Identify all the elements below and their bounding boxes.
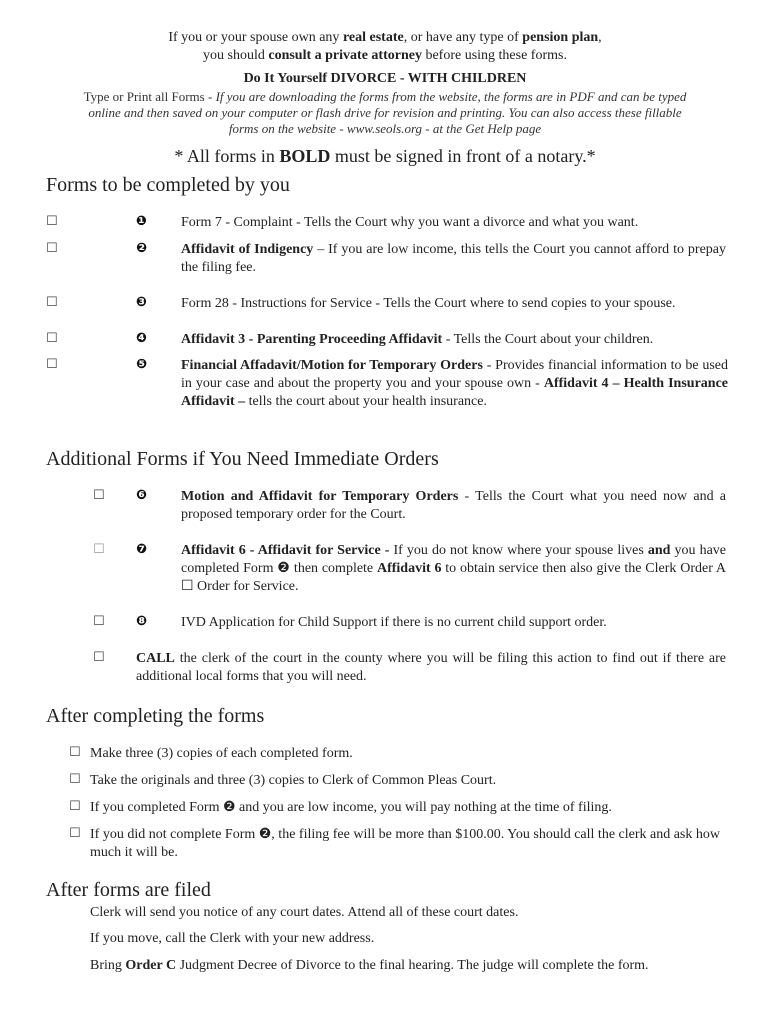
form-desc: tells the court about your health insurance.: [245, 394, 487, 409]
filed-line-2: If you move, call the Clerk with your new address.: [90, 931, 375, 946]
intro-consult-attorney: consult a private attorney: [268, 48, 422, 63]
intro-text: If you or your spouse own any: [168, 30, 343, 45]
page-title: Do It Yourself DIVORCE - WITH CHILDREN: [243, 71, 527, 86]
filed-text: Bring: [90, 958, 126, 973]
notary-text: must be signed in front of a notary.*: [330, 146, 596, 166]
intro-real-estate: real estate: [342, 30, 404, 45]
note-text: If you are downloading the forms from the website, the forms are in PDF and can be typed: [215, 89, 687, 104]
number-badge-1: ❶: [136, 214, 148, 229]
after-item-3: If you completed Form ❷ and you are low income, you will pay nothing at the time of filing.: [90, 800, 612, 815]
checkbox[interactable]: ☐: [93, 542, 105, 557]
intro-text: you should: [203, 48, 269, 63]
checkbox[interactable]: ☐: [93, 650, 105, 665]
number-badge-7: ❼: [136, 542, 148, 557]
form-title: Affidavit 4 – Health Insurance Affidavit –: [181, 376, 729, 409]
number-badge-6: ❻: [136, 488, 148, 503]
form-desc: If you do not know where your spouse lives: [389, 543, 648, 558]
filed-order-c: Order C: [125, 958, 177, 973]
form-item-4: [181, 331, 726, 349]
form-title: Affidavit 6 - Affidavit for Service -: [181, 543, 390, 558]
form-item-2: [181, 241, 726, 277]
section-heading-after-completing: After completing the forms: [46, 705, 265, 727]
notary-text: * All forms in: [174, 146, 280, 166]
form-title: Motion and Affidavit for Temporary Orders: [181, 489, 459, 504]
number-badge-4: ❹: [136, 331, 148, 346]
form-title: Affidavit 3 - Parenting Proceeding Affidavit: [181, 332, 443, 347]
checkbox[interactable]: ☐: [46, 295, 58, 310]
form-title: Affidavit 6: [376, 561, 442, 576]
checkbox[interactable]: ☐: [69, 826, 81, 841]
additional-item-7: [181, 542, 726, 596]
form-desc: - Provides financial information to be used in your case and about the property you and your spouse own -: [181, 358, 728, 391]
checkbox[interactable]: ☐: [93, 614, 105, 629]
intro-text: before using these forms.: [421, 48, 567, 63]
form-item-3: Form 28 - Instructions for Service - Tells the Court where to send copies to your spouse.: [181, 296, 676, 311]
form-emphasis: and: [647, 543, 671, 558]
checkbox[interactable]: ☐: [93, 488, 105, 503]
form-desc: you have completed Form ❷ then complete: [181, 543, 726, 576]
checkbox[interactable]: ☐: [46, 357, 58, 372]
section-heading-forms: Forms to be completed by you: [46, 174, 290, 196]
after-item-4: If you did not complete Form ❷, the filing fee will be more than $100.00. You should call the clerk and ask how much it will be.: [90, 827, 720, 860]
number-badge-3: ❸: [136, 295, 148, 310]
section-heading-after-filed: After forms are filed: [46, 879, 211, 901]
intro-line-1: [0, 29, 770, 46]
intro-text: , or have any type of: [403, 30, 523, 45]
note-line-3: forms on the website - www.seols.org - at the Get Help page: [228, 121, 542, 136]
checkbox[interactable]: ☐: [46, 241, 58, 256]
filed-line-1: Clerk will send you notice of any court dates. Attend all of these court dates.: [90, 905, 519, 920]
number-badge-5: ❺: [136, 357, 148, 372]
form-title: Financial Affadavit/Motion for Temporary Orders: [181, 358, 483, 373]
call-label: CALL: [136, 651, 175, 666]
checkbox[interactable]: ☐: [46, 331, 58, 346]
note-line-1: [0, 89, 770, 105]
checkbox[interactable]: ☐: [69, 772, 81, 787]
checkbox[interactable]: ☐: [69, 745, 81, 760]
form-title: Affidavit of Indigency: [181, 242, 314, 257]
additional-item-8: IVD Application for Child Support if there is no current child support order.: [181, 615, 607, 630]
intro-pension-plan: pension plan: [522, 30, 599, 45]
checkbox[interactable]: ☐: [69, 799, 81, 814]
note-line-2: online and then saved on your computer or flash drive for revision and printing. You can also access these fillable: [88, 105, 682, 120]
additional-item-6: [181, 488, 726, 524]
notary-bold: BOLD: [279, 146, 331, 166]
checkbox[interactable]: ☐: [46, 214, 58, 229]
after-item-1: Make three (3) copies of each completed form.: [90, 746, 353, 761]
form-item-5: [181, 357, 728, 411]
intro-text: ,: [598, 30, 602, 45]
number-badge-2: ❷: [136, 241, 148, 256]
call-desc: the clerk of the court in the county where you will be filing this action to find out if there are additional local forms that you will need.: [136, 651, 726, 684]
filed-text: Judgment Decree of Divorce to the final hearing. The judge will complete the form.: [176, 958, 649, 973]
number-badge-8: ❽: [136, 614, 148, 629]
intro-line-2: [0, 47, 770, 64]
form-desc: – If you are low income, this tells the Court you cannot afford to prepay the filing fee.: [181, 242, 727, 275]
note-prefix: Type or Print all Forms -: [83, 89, 216, 104]
filed-line-3: [90, 957, 726, 975]
form-desc: to obtain service then also give the Clerk Order A ☐ Order for Service.: [181, 561, 726, 594]
form-desc: - Tells the Court what you need now and a proposed temporary order for the Court.: [181, 489, 726, 522]
notary-notice: [0, 146, 770, 167]
after-item-2: Take the originals and three (3) copies to Clerk of Common Pleas Court.: [90, 773, 497, 788]
call-clerk-item: [136, 650, 726, 686]
section-heading-additional: Additional Forms if You Need Immediate Orders: [46, 448, 439, 470]
form-item-1: Form 7 - Complaint - Tells the Court why you want a divorce and what you want.: [181, 215, 639, 230]
form-desc: - Tells the Court about your children.: [442, 332, 654, 347]
